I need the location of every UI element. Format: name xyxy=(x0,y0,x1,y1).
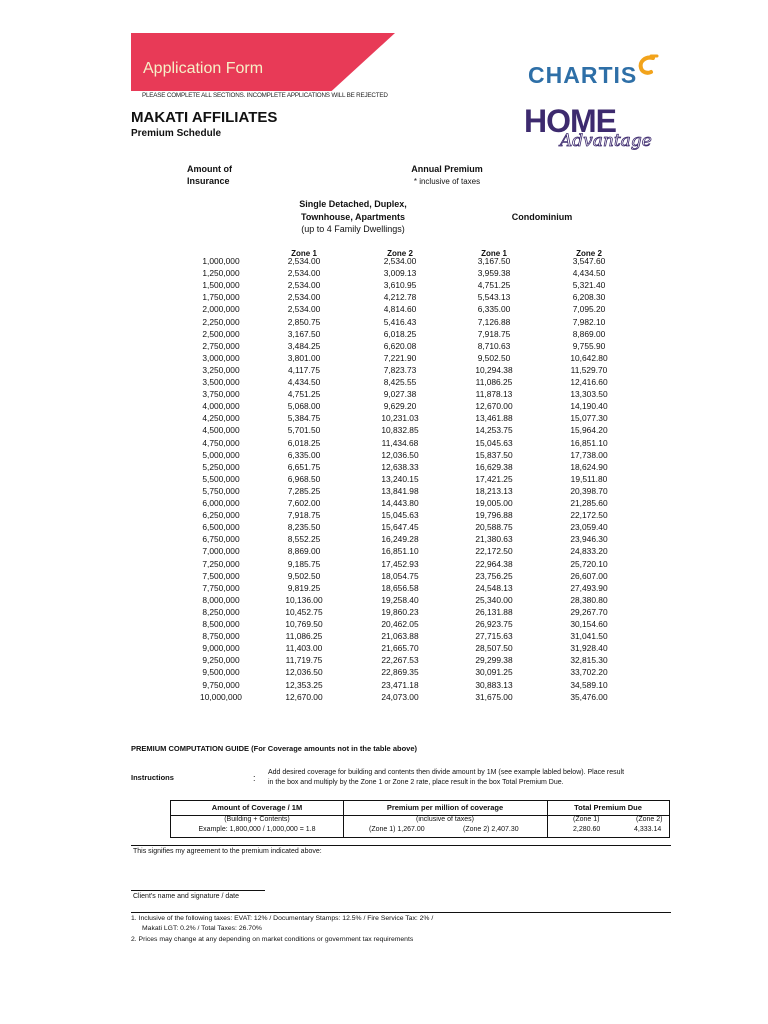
single-zone2-cell: 10,832.85 xyxy=(381,425,419,436)
chartis-swirl-icon xyxy=(631,54,659,78)
single-zone2-cell: 17,452.93 xyxy=(381,558,419,569)
condo-zone2-cell: 23,946.30 xyxy=(570,534,608,545)
amount-cell: 7,750,000 xyxy=(202,582,240,593)
condo-zone1-cell: 31,675.00 xyxy=(475,691,513,702)
single-zone2-cell: 7,221.90 xyxy=(383,352,417,363)
amount-cell: 3,500,000 xyxy=(202,377,240,387)
single-zone2-cell: 16,249.28 xyxy=(381,534,419,545)
single-zone1-cell: 4,117.75 xyxy=(288,364,320,375)
table-row xyxy=(131,607,671,619)
condo-zone1-cell: 19,796.88 xyxy=(475,510,513,521)
condo-zone1-cell: 20,588.75 xyxy=(475,522,513,533)
chartis-logo: CHARTIS xyxy=(528,62,638,88)
table-row xyxy=(131,486,671,498)
table-row xyxy=(131,534,671,546)
condo-zone2-cell: 28,380.80 xyxy=(570,594,608,605)
amount-cell: 6,250,000 xyxy=(202,510,240,521)
condo-zone1-cell: 22,172.50 xyxy=(475,546,513,557)
total-zone2-value: 4,333.14 xyxy=(634,826,662,833)
table-row xyxy=(131,268,671,280)
footnote-rule xyxy=(131,912,671,913)
agreement-text: This signifies my agreement to the premium indicated above: xyxy=(133,848,322,855)
table-row xyxy=(131,304,671,316)
condo-zone2-cell: 12,416.60 xyxy=(570,377,608,387)
table-row xyxy=(131,389,671,401)
single-zone2-cell: 21,063.88 xyxy=(381,631,419,642)
banner-title: Application Form xyxy=(143,60,264,77)
single-zone2-cell: 22,869.35 xyxy=(381,667,419,678)
table-row xyxy=(131,329,671,341)
condo-zone2-cell: 23,059.40 xyxy=(570,522,608,533)
condo-zone2-cell: 16,851.10 xyxy=(570,437,608,448)
table-row xyxy=(131,583,671,595)
home-advantage-logo xyxy=(520,102,670,154)
condo-zone2-cell: 25,720.10 xyxy=(570,558,608,569)
condo-zone1-cell: 9,502.50 xyxy=(477,352,511,363)
amount-cell: 6,750,000 xyxy=(202,534,240,545)
single-zone1-cell: 11,086.25 xyxy=(285,631,323,642)
table-row xyxy=(131,643,671,655)
condo-zone2-cell: 17,738.00 xyxy=(570,449,608,460)
single-zone2-cell: 15,045.63 xyxy=(381,510,419,521)
single-zone2-cell: 20,462.05 xyxy=(381,619,419,629)
amount-cell: 5,250,000 xyxy=(202,461,240,472)
condo-zone1-cell: 8,710.63 xyxy=(477,340,511,351)
amount-cell: 8,750,000 xyxy=(202,631,240,642)
single-zone1-cell: 3,167.50 xyxy=(287,328,321,339)
condo-zone1-cell: 17,421.25 xyxy=(475,473,513,484)
annual-premium-label: Annual Premium xyxy=(411,164,483,174)
condo-zone2-cell: 11,529.70 xyxy=(570,364,608,375)
condo-zone1-cell: 28,507.50 xyxy=(475,643,513,654)
table-row xyxy=(131,474,671,486)
amount-cell: 1,500,000 xyxy=(202,280,240,291)
single-zone2-cell: 6,018.25 xyxy=(383,328,417,339)
coverage-example: Example: 1,800,000 / 1,000,000 = 1.8 xyxy=(198,826,316,833)
condo-zone2-cell: 22,172.50 xyxy=(570,510,608,521)
single-zone1-cell: 8,552.25 xyxy=(287,534,321,545)
single-zone1-cell: 9,185.75 xyxy=(287,558,321,569)
table-row xyxy=(131,546,671,558)
coverage-column-sub: (Building + Contents) xyxy=(224,816,290,823)
instructions-label: Instructions xyxy=(131,773,174,782)
table-row xyxy=(131,292,671,304)
condo-zone2-cell: 29,267.70 xyxy=(570,606,608,617)
table-row xyxy=(131,655,671,667)
single-zone1-cell: 9,502.50 xyxy=(287,570,321,581)
condo-zone1-cell: 26,923.75 xyxy=(475,619,513,629)
amount-cell: 9,750,000 xyxy=(202,679,240,690)
amount-cell: 1,250,000 xyxy=(202,268,240,279)
table-row xyxy=(131,341,671,353)
amount-cell: 5,500,000 xyxy=(202,473,240,484)
single-zone1-cell: 3,484.25 xyxy=(287,340,321,351)
amount-cell: 4,500,000 xyxy=(202,425,240,436)
single-zone1-cell: 2,534.00 xyxy=(287,268,321,279)
condo-zone2-cell: 6,208.30 xyxy=(572,292,606,303)
amount-cell: 2,750,000 xyxy=(202,340,240,351)
condo-zone2-cell: 18,624.90 xyxy=(570,461,608,472)
single-zone1-cell: 8,869.00 xyxy=(287,546,321,557)
condo-zone1-cell: 15,837.50 xyxy=(475,449,513,460)
table-row xyxy=(131,595,671,607)
single-zone1-cell: 7,602.00 xyxy=(287,498,321,508)
zone1-header-single: Zone 1 xyxy=(291,249,317,258)
page-subtitle: Premium Schedule xyxy=(131,128,222,139)
townhouse-label: Townhouse, Apartments xyxy=(300,212,405,222)
single-zone2-cell: 3,009.13 xyxy=(383,268,417,279)
single-zone1-cell: 2,534.00 xyxy=(287,256,321,266)
condo-zone1-cell: 25,340.00 xyxy=(475,594,513,605)
condo-zone2-cell: 34,589.10 xyxy=(570,679,608,690)
single-zone2-cell: 4,212.78 xyxy=(383,292,417,303)
single-zone2-cell: 21,665.70 xyxy=(381,643,419,654)
condo-zone1-cell: 19,005.00 xyxy=(475,498,513,508)
single-zone2-cell: 14,443.80 xyxy=(381,498,419,508)
single-zone1-cell: 6,018.25 xyxy=(287,437,321,448)
condo-zone1-cell: 3,959.38 xyxy=(477,268,511,279)
single-zone1-cell: 4,751.25 xyxy=(287,389,321,400)
condo-zone1-cell: 21,380.63 xyxy=(475,534,513,545)
signature-label: Client's name and signature / date xyxy=(133,893,240,900)
single-zone1-cell: 12,353.25 xyxy=(285,679,323,690)
single-zone1-cell: 4,434.50 xyxy=(287,377,321,387)
total-zone2-label: (Zone 2) xyxy=(636,816,663,823)
condo-zone2-cell: 26,607.00 xyxy=(570,570,608,581)
coverage-column-header: Amount of Coverage / 1M xyxy=(211,803,303,812)
single-zone2-cell: 3,610.95 xyxy=(383,280,417,291)
condo-zone2-cell: 8,869.00 xyxy=(572,328,606,339)
single-zone2-cell: 10,231.03 xyxy=(381,413,419,424)
single-zone2-cell: 11,434.68 xyxy=(381,437,419,448)
amount-cell: 6,000,000 xyxy=(202,498,240,508)
single-zone2-cell: 18,656.58 xyxy=(381,582,419,593)
rate-zone1: (Zone 1) 1,267.00 xyxy=(369,826,425,833)
condo-zone1-cell: 29,299.38 xyxy=(475,655,513,666)
condo-zone1-cell: 18,213.13 xyxy=(475,485,513,496)
condo-zone1-cell: 12,670.00 xyxy=(475,401,513,412)
single-zone2-cell: 5,416.43 xyxy=(383,316,417,327)
single-zone2-cell: 7,823.73 xyxy=(383,364,417,375)
condo-zone2-cell: 3,547.60 xyxy=(572,256,606,266)
table-row xyxy=(131,667,671,679)
table-row xyxy=(131,510,671,522)
table-row xyxy=(131,256,671,268)
amount-cell: 2,000,000 xyxy=(202,304,240,315)
condo-zone1-cell: 4,751.25 xyxy=(477,280,511,291)
footnote-2: 2. Prices may change at any depending on market conditions or government tax requirements xyxy=(131,936,414,943)
table-row xyxy=(131,438,671,450)
zone2-header-condo: Zone 2 xyxy=(576,249,602,258)
rate-column-header: Premium per million of coverage xyxy=(386,803,504,812)
amount-cell: 3,000,000 xyxy=(202,352,240,363)
single-zone1-cell: 10,769.50 xyxy=(285,619,323,629)
single-zone2-cell: 15,647.45 xyxy=(381,522,419,533)
instructions-colon: : xyxy=(253,773,256,783)
single-zone1-cell: 10,452.75 xyxy=(285,606,323,617)
condo-zone1-cell: 7,918.75 xyxy=(477,328,511,339)
condo-zone1-cell: 11,878.13 xyxy=(475,389,513,400)
condo-zone2-cell: 21,285.60 xyxy=(570,498,608,508)
logo-tagline-text: Advantage xyxy=(560,131,652,151)
single-zone2-cell: 8,425.55 xyxy=(383,377,417,387)
single-zone1-cell: 5,701.50 xyxy=(287,425,321,436)
inclusive-note: * inclusive of taxes xyxy=(413,177,481,186)
condo-zone1-cell: 7,126.88 xyxy=(477,316,511,327)
total-zone1-label: (Zone 1) xyxy=(573,816,600,823)
single-zone1-cell: 11,719.75 xyxy=(285,655,323,666)
single-zone2-cell: 16,851.10 xyxy=(381,546,419,557)
total-zone1-value: 2,280.60 xyxy=(573,826,601,833)
instructions-line-2: in the box and multiply by the Zone 1 or Zone 2 rate, place result in the box Total Premium Due. xyxy=(268,779,564,786)
single-zone2-cell: 9,629.20 xyxy=(383,401,417,412)
single-zone1-cell: 11,403.00 xyxy=(285,643,323,654)
table-row xyxy=(131,450,671,462)
condo-zone2-cell: 15,964.20 xyxy=(570,425,608,436)
footnote-1a: 1. Inclusive of the following taxes: EVAT: 12% / Documentary Stamps: 12.5% / Fire Service Tax: 2% / xyxy=(131,915,434,922)
single-zone2-cell: 12,638.33 xyxy=(381,461,419,472)
single-zone2-cell: 19,860.23 xyxy=(381,606,419,617)
single-zone1-cell: 5,384.75 xyxy=(287,413,321,424)
amount-cell: 7,250,000 xyxy=(202,558,240,569)
single-zone2-cell: 22,267.53 xyxy=(381,655,419,666)
condo-zone2-cell: 13,303.50 xyxy=(570,389,608,400)
table-row xyxy=(131,425,671,437)
table-row xyxy=(131,559,671,571)
table-row xyxy=(131,522,671,534)
single-zone1-cell: 6,335.00 xyxy=(287,449,321,460)
condo-zone2-cell: 20,398.70 xyxy=(570,485,608,496)
condo-zone1-cell: 15,045.63 xyxy=(475,437,513,448)
table-row xyxy=(131,619,671,631)
amount-cell: 7,000,000 xyxy=(202,546,240,557)
amount-cell: 6,500,000 xyxy=(202,522,240,533)
condo-zone2-cell: 27,493.90 xyxy=(570,582,608,593)
condo-zone2-cell: 19,511.80 xyxy=(570,473,608,484)
amount-cell: 7,500,000 xyxy=(202,570,240,581)
single-zone2-cell: 4,814.60 xyxy=(383,304,417,315)
condo-zone2-cell: 24,833.20 xyxy=(570,546,608,557)
condo-zone1-cell: 30,883.13 xyxy=(475,679,513,690)
amount-cell: 1,750,000 xyxy=(202,292,240,303)
table-row xyxy=(131,280,671,292)
amount-cell: 2,500,000 xyxy=(202,328,240,339)
condo-zone1-cell: 14,253.75 xyxy=(475,425,513,436)
condo-zone1-cell: 22,964.38 xyxy=(475,558,513,569)
amount-label-2: Insurance xyxy=(187,176,230,186)
amount-cell: 9,250,000 xyxy=(202,655,240,666)
single-zone1-cell: 2,534.00 xyxy=(287,304,321,315)
amount-cell: 9,500,000 xyxy=(202,667,240,678)
condo-zone2-cell: 9,755.90 xyxy=(572,340,606,351)
single-zone2-cell: 6,620.08 xyxy=(383,340,417,351)
single-zone1-cell: 10,136.00 xyxy=(285,594,323,605)
condominium-label: Condominium xyxy=(511,212,573,222)
condo-zone2-cell: 7,982.10 xyxy=(572,316,606,327)
computation-box xyxy=(170,800,670,838)
rate-column-sub: (inclusive of taxes) xyxy=(416,816,474,823)
footnote-1b: Makati LGT: 0.2% / Total Taxes: 26.70% xyxy=(142,925,262,932)
single-zone1-cell: 9,819.25 xyxy=(287,582,321,593)
single-zone1-cell: 5,068.00 xyxy=(287,401,321,412)
table-row xyxy=(131,365,671,377)
zone1-header-condo: Zone 1 xyxy=(481,249,507,258)
instructions-line-1: Add desired coverage for building and contents then divide amount by 1M (see example labled below). Place result xyxy=(268,769,625,776)
single-zone1-cell: 2,534.00 xyxy=(287,292,321,303)
single-zone1-cell: 12,670.00 xyxy=(285,691,323,702)
single-zone1-cell: 8,235.50 xyxy=(287,522,321,533)
condo-zone1-cell: 23,756.25 xyxy=(475,570,513,581)
single-zone1-cell: 2,534.00 xyxy=(287,280,321,291)
amount-label-1: Amount of xyxy=(187,164,232,174)
condo-zone2-cell: 33,702.20 xyxy=(570,667,608,678)
condo-zone2-cell: 7,095.20 xyxy=(572,304,606,315)
amount-cell: 8,000,000 xyxy=(202,594,240,605)
condo-zone2-cell: 31,041.50 xyxy=(570,631,608,642)
amount-cell: 8,500,000 xyxy=(202,619,240,629)
zone2-header-single: Zone 2 xyxy=(387,249,413,258)
amount-cell: 2,250,000 xyxy=(202,316,240,327)
condo-zone2-cell: 31,928.40 xyxy=(570,643,608,654)
single-zone1-cell: 6,651.75 xyxy=(287,461,321,472)
single-zone1-cell: 3,801.00 xyxy=(287,352,321,363)
single-zone1-cell: 2,850.75 xyxy=(287,316,321,327)
condo-zone2-cell: 5,321.40 xyxy=(572,280,606,291)
single-zone2-cell: 13,841.98 xyxy=(381,485,419,496)
table-row xyxy=(131,631,671,643)
guide-title: PREMIUM COMPUTATION GUIDE (For Coverage amounts not in the table above) xyxy=(131,744,417,753)
single-zone1-cell: 6,968.50 xyxy=(287,473,321,484)
amount-cell: 4,750,000 xyxy=(202,437,240,448)
logo-home-text: HOME xyxy=(524,103,616,139)
banner-note: PLEASE COMPLETE ALL SECTIONS. INCOMPLETE APPLICATIONS WILL BE REJECTED xyxy=(142,92,388,99)
amount-cell: 4,250,000 xyxy=(202,413,240,424)
single-zone2-cell: 2,534.00 xyxy=(383,256,417,266)
table-row xyxy=(131,692,671,704)
single-zone2-cell: 19,258.40 xyxy=(381,594,419,605)
amount-cell: 4,000,000 xyxy=(202,401,240,412)
condo-zone2-cell: 35,476.00 xyxy=(570,691,608,702)
table-row xyxy=(131,317,671,329)
single-zone2-cell: 24,073.00 xyxy=(381,691,419,702)
table-row xyxy=(131,413,671,425)
single-zone2-cell: 23,471.18 xyxy=(381,679,419,690)
agreement-rule xyxy=(131,845,671,846)
table-row xyxy=(131,571,671,583)
rate-zone2: (Zone 2) 2,407.30 xyxy=(463,826,519,833)
condo-zone1-cell: 10,294.38 xyxy=(475,364,513,375)
amount-cell: 5,000,000 xyxy=(202,449,240,460)
amount-cell: 5,750,000 xyxy=(202,485,240,496)
amount-cell: 3,750,000 xyxy=(202,389,240,400)
table-row xyxy=(131,353,671,365)
table-row xyxy=(131,377,671,389)
amount-cell: 1,000,000 xyxy=(202,256,240,266)
condo-zone1-cell: 3,167.50 xyxy=(477,256,511,266)
single-zone2-cell: 12,036.50 xyxy=(381,449,419,460)
condo-zone1-cell: 5,543.13 xyxy=(477,292,511,303)
single-zone1-cell: 7,918.75 xyxy=(287,510,321,521)
amount-cell: 8,250,000 xyxy=(202,606,240,617)
single-zone1-cell: 12,036.50 xyxy=(285,667,323,678)
condo-zone2-cell: 30,154.60 xyxy=(570,619,608,629)
table-row xyxy=(131,401,671,413)
condo-zone2-cell: 10,642.80 xyxy=(570,352,608,363)
family-dwellings-label: (up to 4 Family Dwellings) xyxy=(301,224,405,234)
table-row xyxy=(131,462,671,474)
table-row xyxy=(131,498,671,510)
table-row xyxy=(131,680,671,692)
condo-zone1-cell: 24,548.13 xyxy=(475,582,513,593)
single-zone2-cell: 18,054.75 xyxy=(381,570,419,581)
condo-zone1-cell: 13,461.88 xyxy=(475,413,513,424)
condo-zone1-cell: 16,629.38 xyxy=(475,461,513,472)
condo-zone1-cell: 27,715.63 xyxy=(475,631,513,642)
condo-zone1-cell: 6,335.00 xyxy=(477,304,511,315)
amount-cell: 9,000,000 xyxy=(202,643,240,654)
condo-zone2-cell: 14,190.40 xyxy=(570,401,608,412)
single-zone2-cell: 13,240.15 xyxy=(381,473,419,484)
amount-cell: 10,000,000 xyxy=(200,691,242,702)
condo-zone1-cell: 26,131.88 xyxy=(475,606,513,617)
condo-zone2-cell: 4,434.50 xyxy=(572,268,606,279)
single-zone2-cell: 9,027.38 xyxy=(383,389,417,400)
condo-zone1-cell: 30,091.25 xyxy=(475,667,513,678)
page-title: MAKATI AFFILIATES xyxy=(131,109,278,126)
condo-zone2-cell: 15,077.30 xyxy=(570,413,608,424)
signature-line[interactable] xyxy=(131,890,265,891)
single-detached-label: Single Detached, Duplex, xyxy=(299,199,407,209)
condo-zone2-cell: 32,815.30 xyxy=(570,655,608,666)
single-zone1-cell: 7,285.25 xyxy=(287,485,321,496)
condo-zone1-cell: 11,086.25 xyxy=(475,377,513,387)
total-premium-header: Total Premium Due xyxy=(574,803,642,812)
amount-cell: 3,250,000 xyxy=(202,364,240,375)
